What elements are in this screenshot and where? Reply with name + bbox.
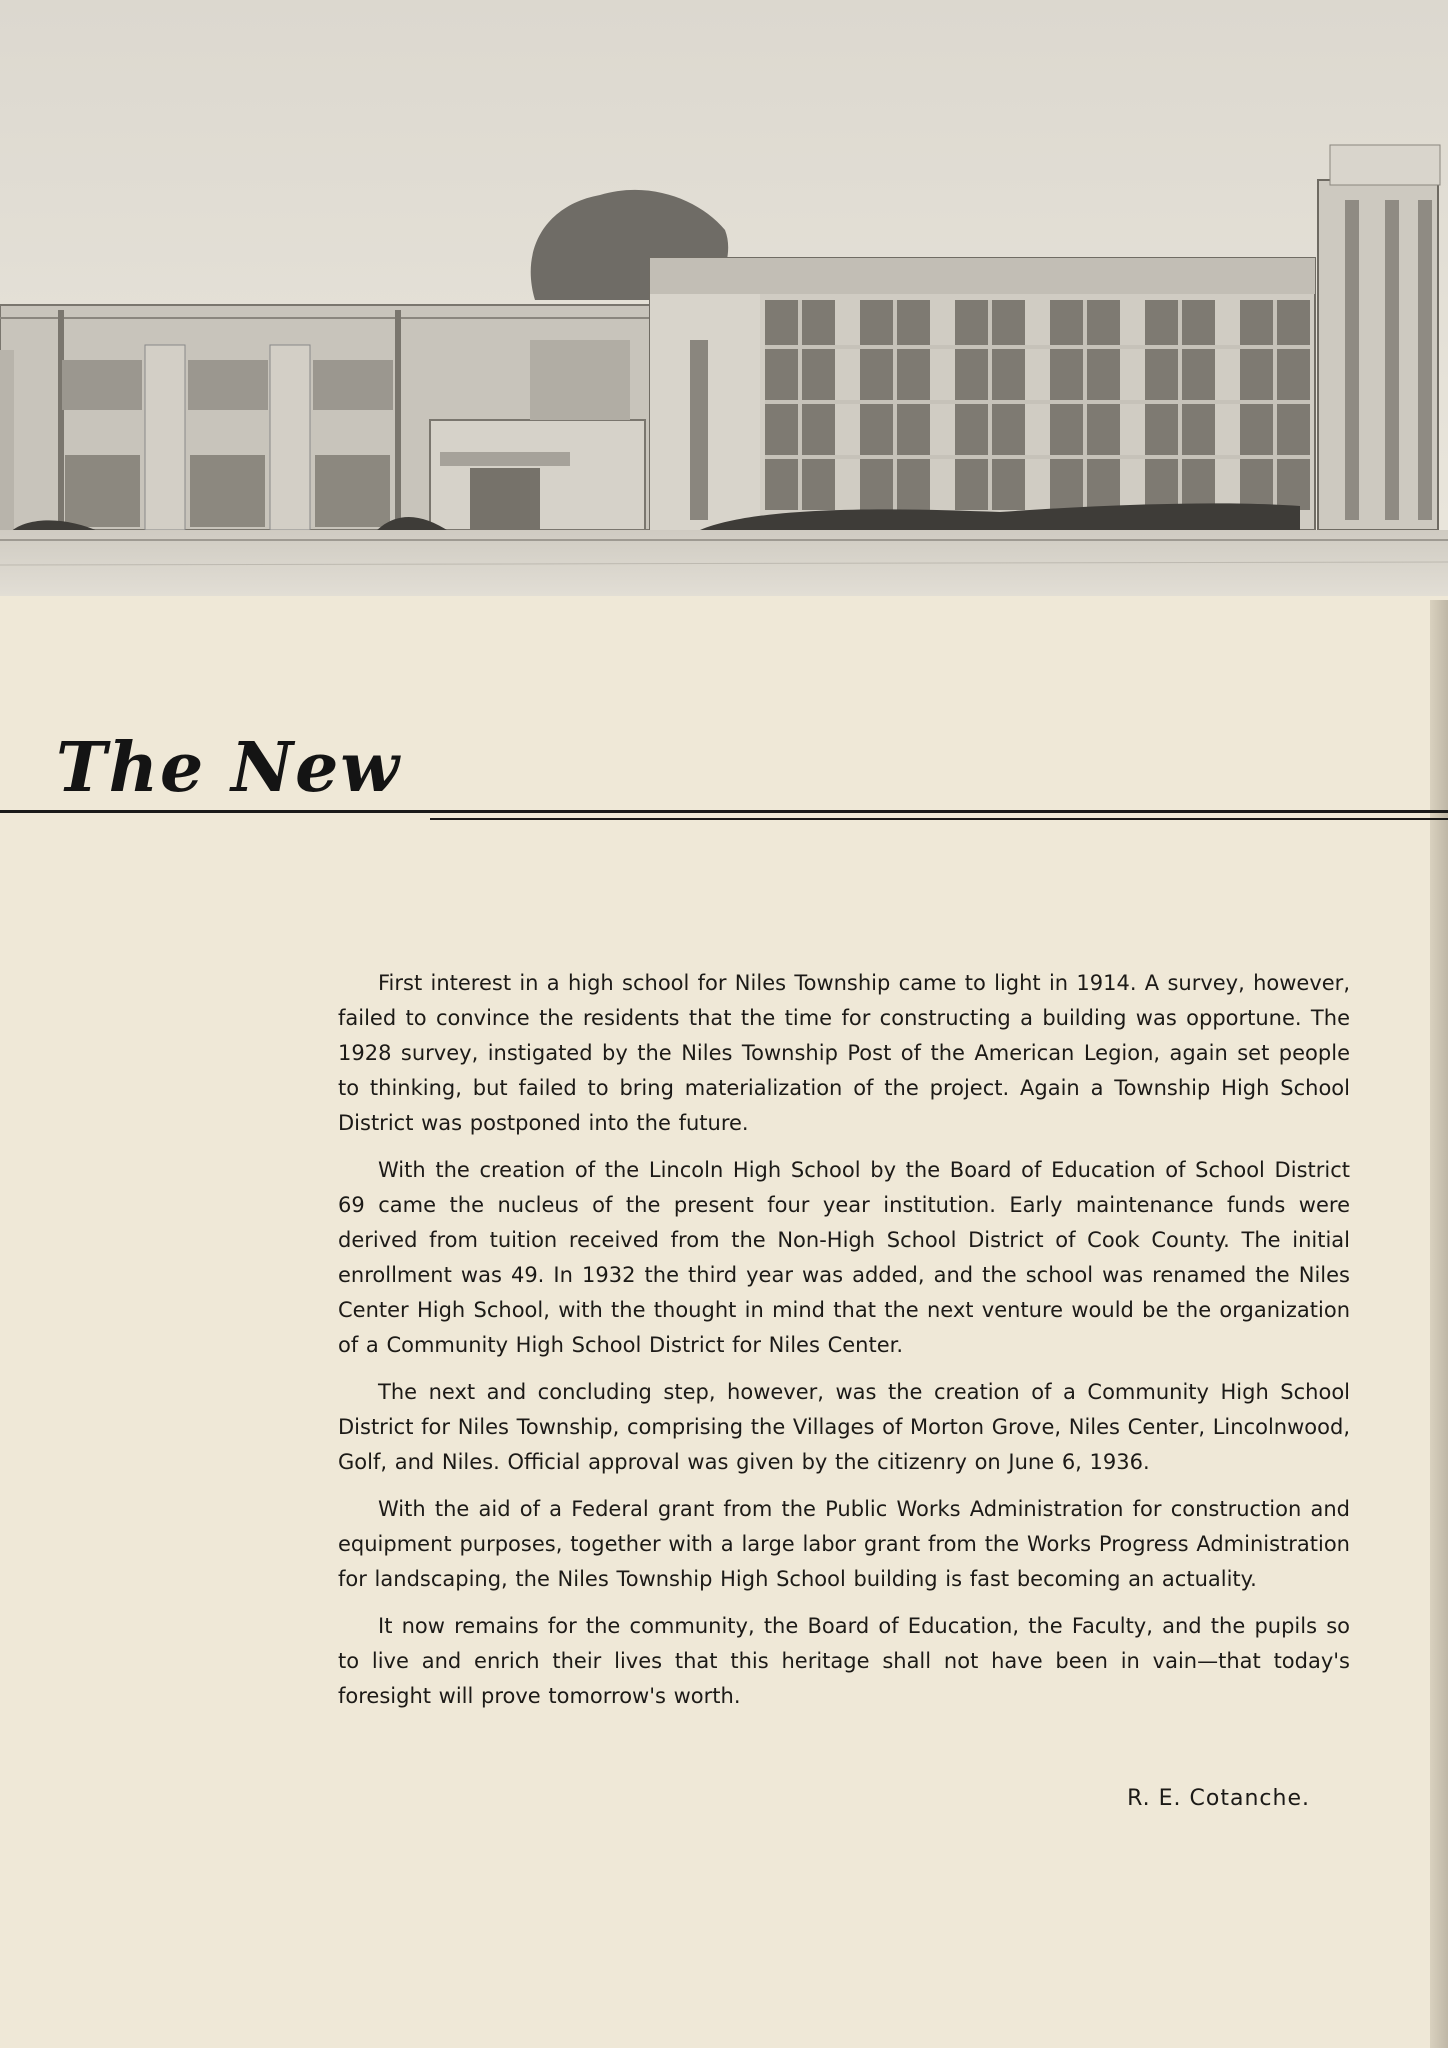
article-paragraph: First interest in a high school for Niles Township came to light in 1914. A survey, however, failed to convince the residents that the time for constructing a building was opportune. The 1928 survey, instigated by the Niles Township Post of the American Legion, again set people to thinking, but failed to bring materialization of the project. Again a Township High School District was postponed into the future.: [338, 971, 1350, 1135]
article-paragraph: With the creation of the Lincoln High School by the Board of Education of School District 69 came the nucleus of the present four year institution. Early maintenance funds were derived from tuition received from the Non-High School District of Cook County. The initial enrollment was 49. In 1932 the third year was added, and the school was renamed the Niles Center High School, with the thought in mind that the next venture would be the organization of a Community High School District for Niles Center.: [338, 1158, 1350, 1357]
article-paragraph: With the aid of a Federal grant from the Public Works Administration for construction and equipment purposes, together with a large labor grant from the Works Progress Administration for landscaping, the Niles Township High School building is fast becoming an actuality.: [338, 1497, 1350, 1591]
title-rule-bottom: [430, 818, 1448, 820]
title-rule-top: [0, 810, 1448, 813]
author-signature: R. E. Cotanche.: [1127, 1786, 1310, 1811]
title-section: [0, 700, 1448, 850]
article-paragraph: The next and concluding step, however, was the creation of a Community High School District for Niles Township, comprising the Villages of Morton Grove, Niles Center, Lincolnwood, Golf, and Niles. Official approval was given by the citizenry on June 6, 1936.: [338, 1380, 1350, 1474]
article-paragraph: It now remains for the community, the Board of Education, the Faculty, and the pupils so to live and enrich their lives that this heritage shall not have been in vain—that today's foresight will prove tomorrow's worth.: [338, 1614, 1350, 1708]
school-building-illustration: [0, 0, 1448, 600]
page-title: The New: [56, 728, 401, 808]
article-body: [338, 966, 1350, 1726]
